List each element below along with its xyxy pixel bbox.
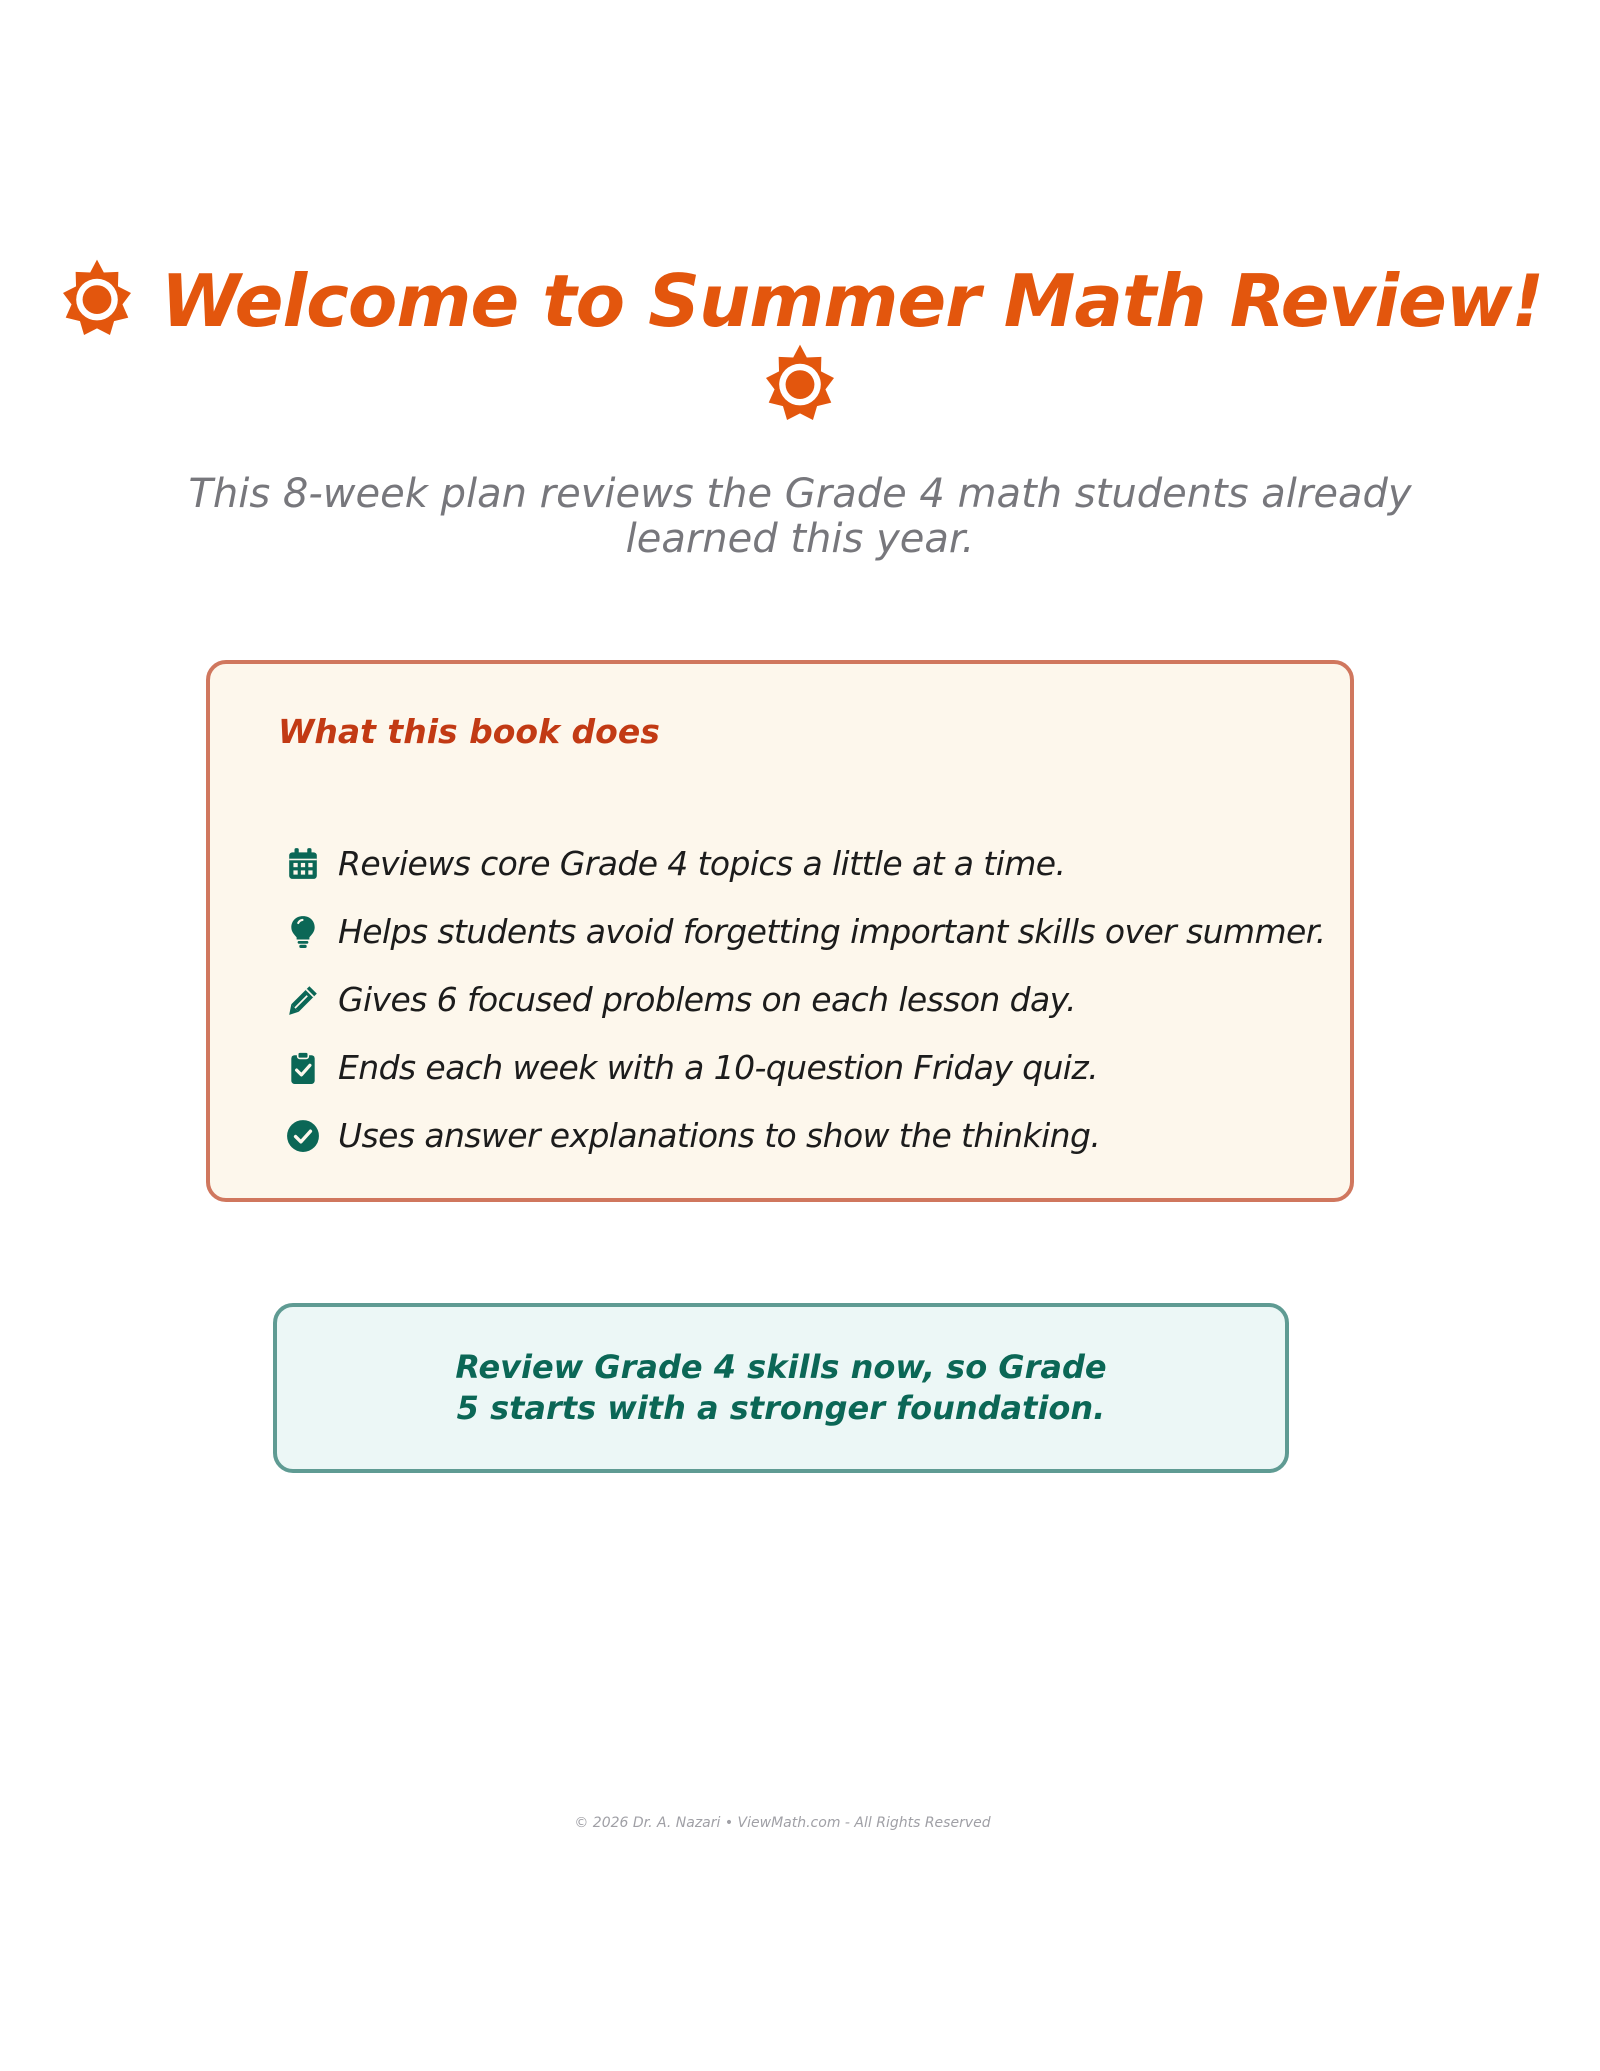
feature-item — [284, 898, 1326, 966]
feature-text: Reviews core Grade 4 topics a little at a time. — [338, 844, 1066, 883]
copyright-footer: © 2026 Dr. A. Nazari • ViewMath.com - All Rights Reserved — [574, 1815, 991, 1831]
book-features-box — [206, 660, 1354, 1202]
pencil-icon — [284, 981, 322, 1019]
feature-item — [284, 1102, 1326, 1170]
feature-text: Ends each week with a 10-question Friday quiz. — [338, 1048, 1098, 1087]
callout-box — [273, 1303, 1289, 1473]
clipboard-check-icon — [284, 1049, 322, 1087]
book-features-heading: What this book does — [278, 712, 660, 751]
feature-list — [284, 830, 1326, 1170]
page-subtitle: This 8-week plan reviews the Grade 4 math students already learned this year. — [188, 471, 1412, 562]
check-circle-icon — [284, 1117, 322, 1155]
sun-icon — [57, 258, 137, 338]
feature-text: Gives 6 focused problems on each lesson day. — [338, 980, 1076, 1019]
calendar-icon — [284, 845, 322, 883]
feature-text: Helps students avoid forgetting important skills over summer. — [338, 912, 1326, 951]
feature-item — [284, 830, 1326, 898]
lightbulb-icon — [284, 913, 322, 951]
feature-text: Uses answer explanations to show the thinking. — [338, 1116, 1101, 1155]
title-text: Welcome to Summer Math Review! — [160, 259, 1544, 343]
callout-text: Review Grade 4 skills now, so Grade 5 starts with a stronger foundation. — [455, 1348, 1107, 1427]
feature-item — [284, 1034, 1326, 1102]
feature-item — [284, 966, 1326, 1034]
sun-icon — [760, 343, 840, 423]
page-title — [0, 258, 1600, 427]
